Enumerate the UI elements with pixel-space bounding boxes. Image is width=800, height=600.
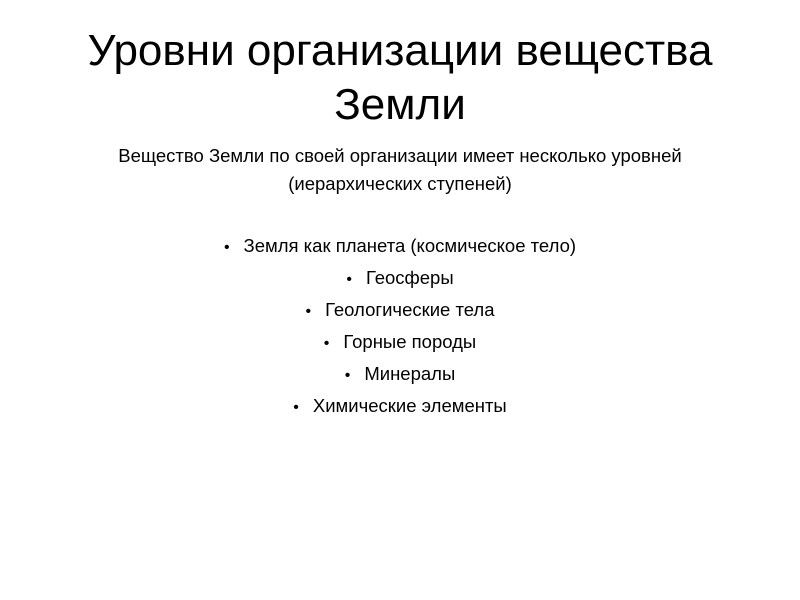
bullet-icon: • [293, 399, 299, 416]
list-item-label: Горные породы [343, 331, 477, 352]
bullet-icon: • [323, 335, 330, 352]
slide-subtitle [40, 142, 760, 198]
bullet-icon: • [344, 367, 351, 384]
slide-title-line-1: Уровни организации вещества [87, 26, 713, 75]
list-item [40, 326, 760, 358]
slide-title [40, 24, 760, 132]
slide-subtitle-line-2: (иерархических ступеней) [288, 173, 512, 194]
list-item-label: Геологические тела [325, 299, 495, 320]
slide-subtitle-line-1: Вещество Земли по своей организации имеет несколько уровней [118, 145, 682, 166]
list-item-label: Химические элементы [312, 395, 507, 416]
list-item-label: Земля как планета (космическое тело) [243, 235, 577, 256]
levels-list [40, 230, 760, 422]
list-item [40, 294, 760, 326]
list-item [40, 262, 760, 294]
list-item-label: Минералы [364, 363, 456, 384]
list-item-label: Геосферы [365, 267, 454, 288]
list-item [40, 230, 760, 262]
list-item [40, 358, 760, 390]
bullet-icon: • [346, 271, 352, 288]
list-item [40, 390, 760, 422]
slide-title-line-2: Земли [334, 80, 466, 129]
bullet-icon: • [305, 303, 312, 320]
bullet-icon: • [223, 239, 230, 256]
